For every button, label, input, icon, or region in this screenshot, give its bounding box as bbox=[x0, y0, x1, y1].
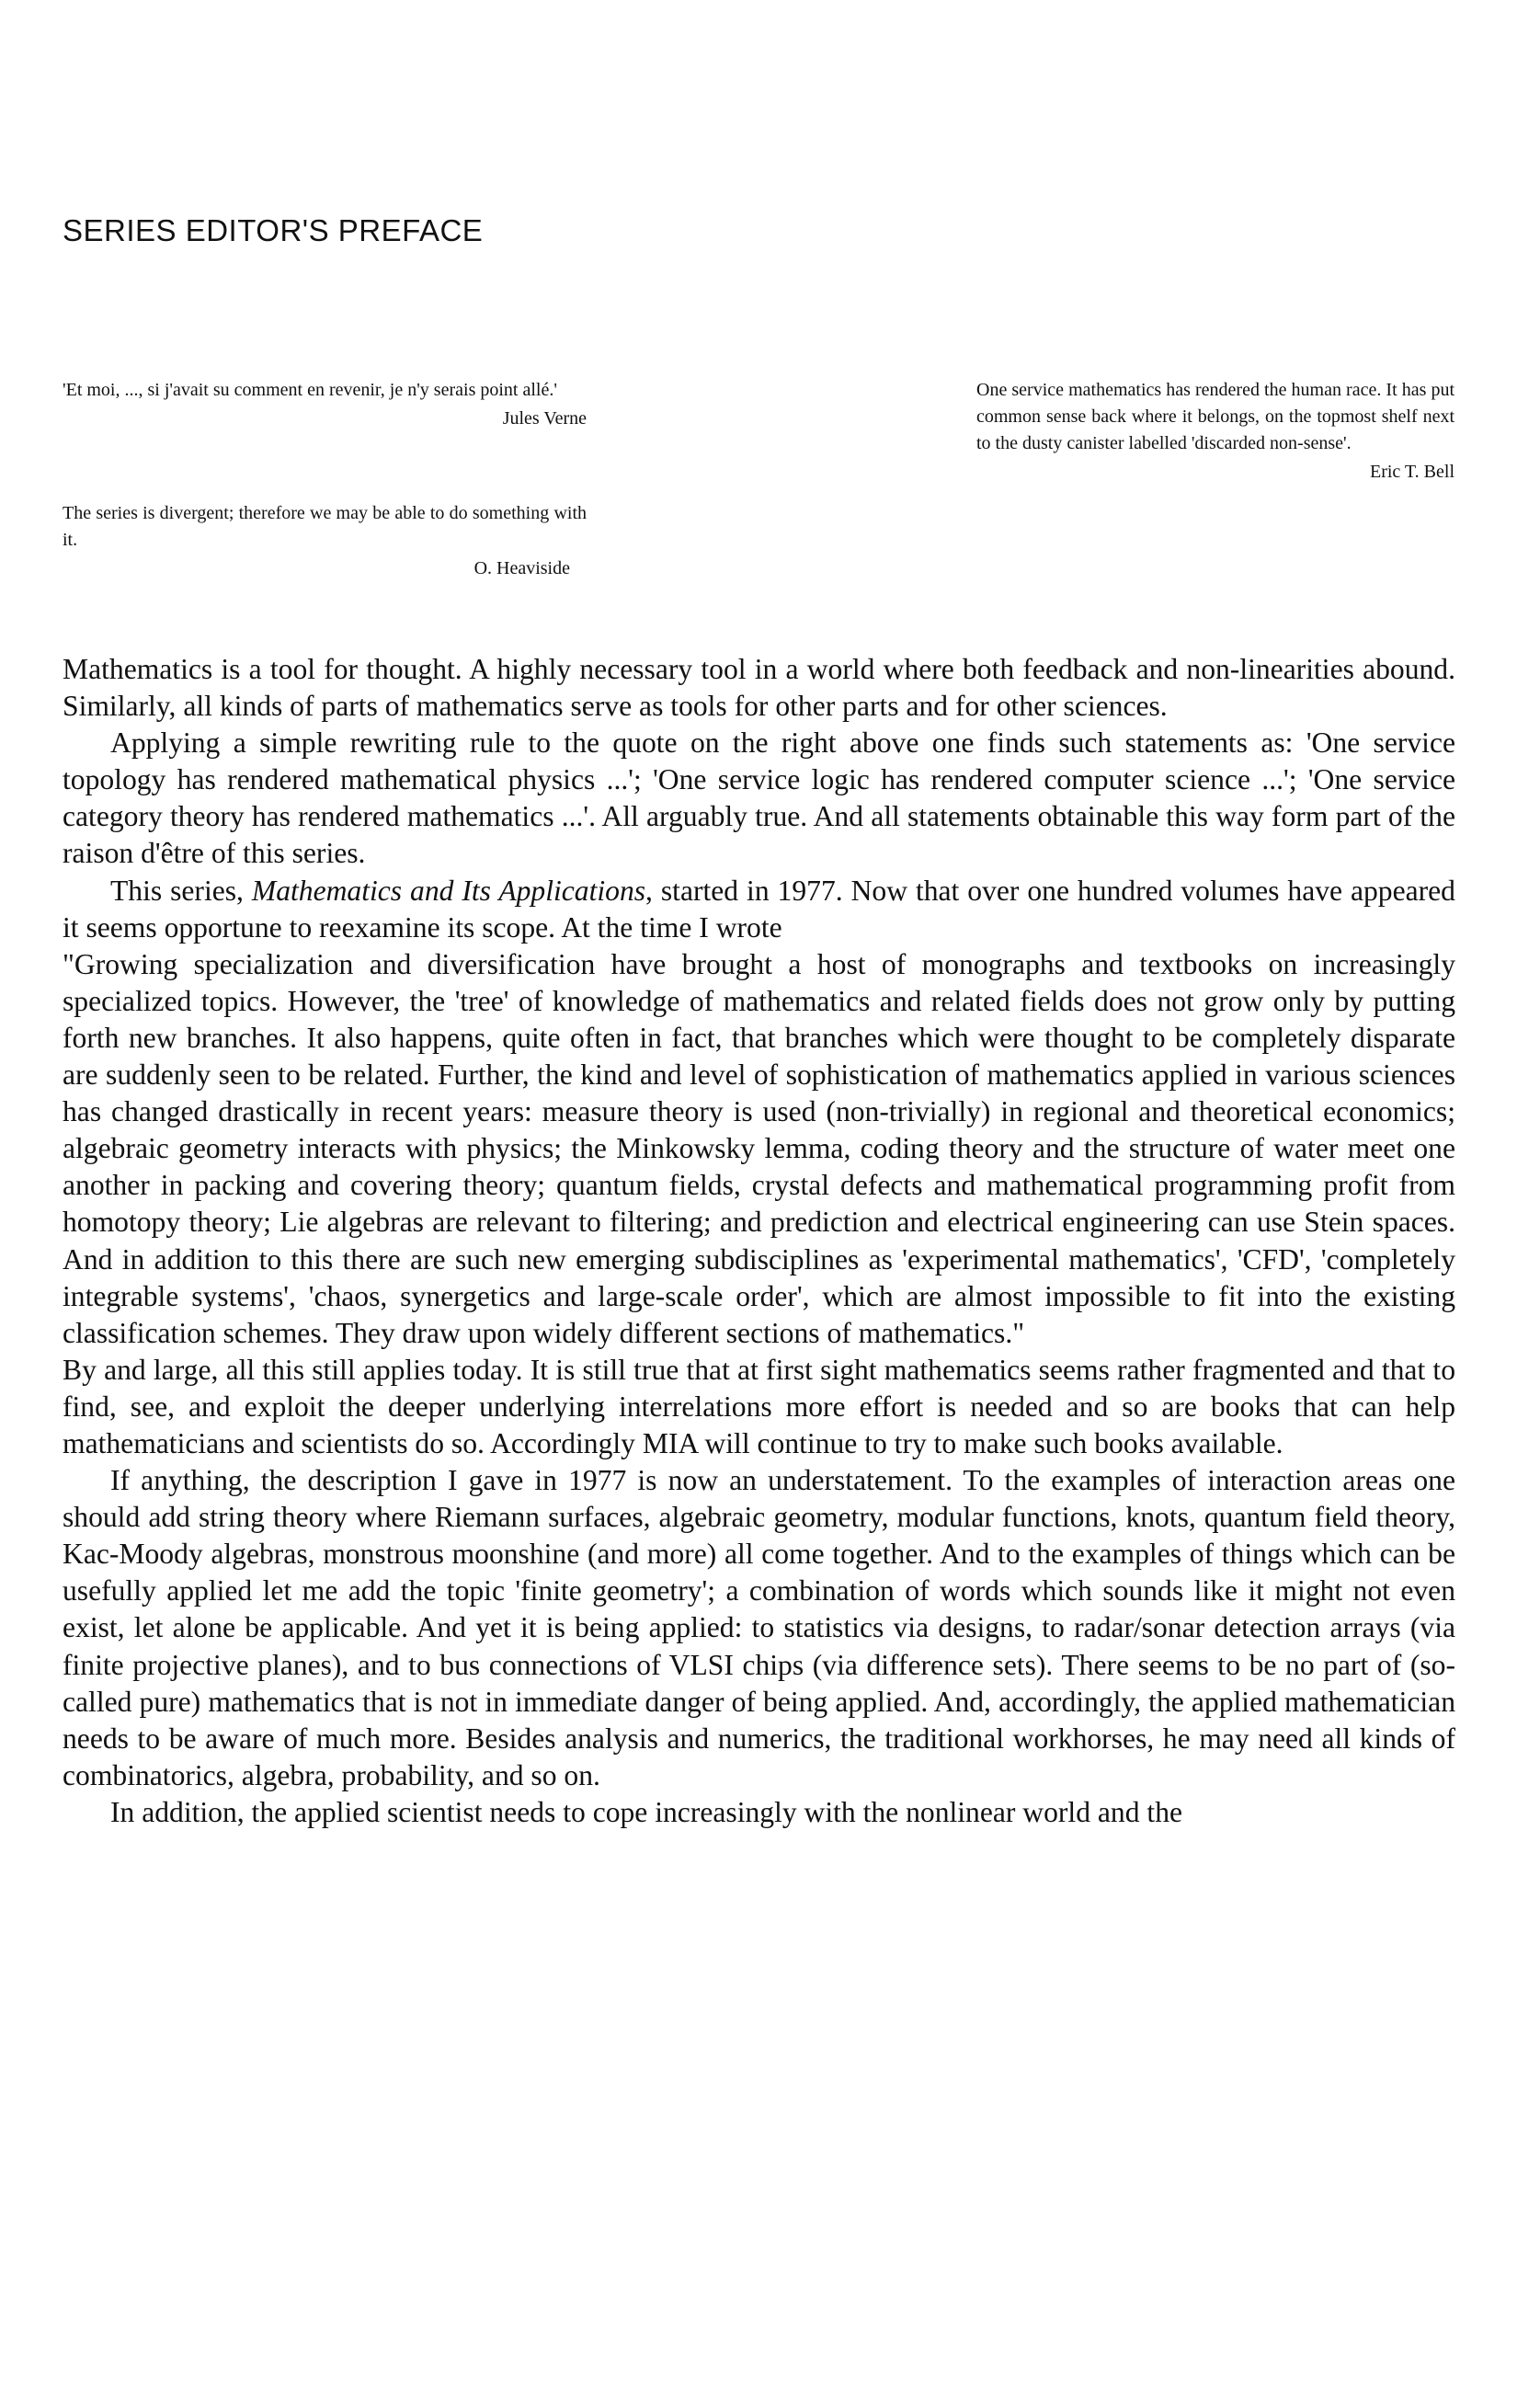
paragraph-text: , started in 1977. Now that over one hundred volumes have appeared it seems opportune to reexamine its scope. At the time I wrote bbox=[63, 874, 1455, 944]
series-title: Mathematics and Its Applications bbox=[251, 874, 646, 907]
epigraph-bell bbox=[976, 377, 1454, 486]
epigraph-text: The series is divergent; therefore we may be able to do something with it. bbox=[63, 503, 587, 550]
epigraph-author: Jules Verne bbox=[502, 408, 587, 429]
paragraph: In addition, the applied scientist needs to cope increasingly with the nonlinear world and the bbox=[110, 1795, 1183, 1828]
paragraph: If anything, the description I gave in 1977 is now an understatement. To the examples of interaction areas one should add string theory where Riemann surfaces, algebraic geometry, modular functions, knots, quantum field theory, Kac-Moody algebras, monstrous moonshine (and more) all come together. And to the examples of things which can be usefully applied let me add the topic 'finite geometry'; a combination of words which sounds like it might not even exist, let alone be applicable. And yet it is being applied: to statistics via designs, to radar/sonar detection arrays (via finite projective planes), and to bus connections of VLSI chips (via difference sets). There seems to be no part of (so-called pure) mathematics that is not in immediate danger of being applied. And, accordingly, the applied mathematician needs to be aware of much more. Besides analysis and numerics, the traditional workhorses, he may need all kinds of combinatorics, algebra, probability, and so on. bbox=[63, 1464, 1455, 1791]
block-quote: "Growing specialization and diversification have brought a host of monographs and textbooks on increasingly specialized topics. However, the 'tree' of knowledge of mathematics and related fields does not grow only by putting forth new branches. It also happens, quite often in fact, that branches which were thought to be completely disparate are suddenly seen to be related. Further, the kind and level of sophistication of mathematics applied in various sciences has changed drastically in recent years: measure theory is used (non-trivially) in regional and theoretical economics; algebraic geometry interacts with physics; the Minkowsky lemma, coding theory and the structure of water meet one another in packing and covering theory; quantum fields, crystal defects and mathematical programming profit from homotopy theory; Lie algebras are relevant to filtering; and prediction and electrical engineering can use Stein spaces. And in addition to this there are such new emerging subdisciplines as 'experimental mathematics', 'CFD', 'completely integrable systems', 'chaos, synergetics and large-scale order', which are almost impossible to fit into the existing classification schemes. They draw upon widely different sections of mathematics." bbox=[63, 947, 1455, 1349]
epigraph-text: 'Et moi, ..., si j'avait su comment en revenir, je n'y serais point allé.' bbox=[63, 380, 557, 400]
epigraph-heaviside bbox=[63, 500, 587, 582]
paragraph: Mathematics is a tool for thought. A highly necessary tool in a world where both feedback and non-linearities abound. Similarly, all kinds of parts of mathematics serve as tools for other parts and for other sciences. bbox=[63, 653, 1455, 723]
paragraph-text: This series, bbox=[110, 874, 252, 907]
body-text bbox=[63, 651, 1455, 1831]
paragraph bbox=[63, 873, 1455, 946]
epigraph-author: O. Heaviside bbox=[473, 558, 570, 578]
paragraph: By and large, all this still applies today. It is still true that at first sight mathematics seems rather fragmented and that to find, see, and exploit the deeper underlying interrelations more effort is needed and so are books that can help mathematicians and scientists do so. Accordingly MIA will continue to try to make such books available. bbox=[63, 1353, 1455, 1459]
epigraph-author: Eric T. Bell bbox=[1369, 462, 1454, 482]
page-title: SERIES EDITOR'S PREFACE bbox=[63, 213, 484, 247]
paragraph: Applying a simple rewriting rule to the quote on the right above one finds such statements as: 'One service topology has rendered mathematical physics ...'; 'One service logic has rendered computer science ...'; 'One service category theory has rendered mathematics ...'. All arguably true. And all statements obtainable this way form part of the raison d'être of this series. bbox=[63, 726, 1455, 870]
epigraph-verne bbox=[63, 377, 587, 432]
epigraph-text: One service mathematics has rendered the human race. It has put common sense back where it belongs, on the topmost shelf next to the dusty canister labelled 'discarded non-sense'. bbox=[976, 380, 1454, 453]
